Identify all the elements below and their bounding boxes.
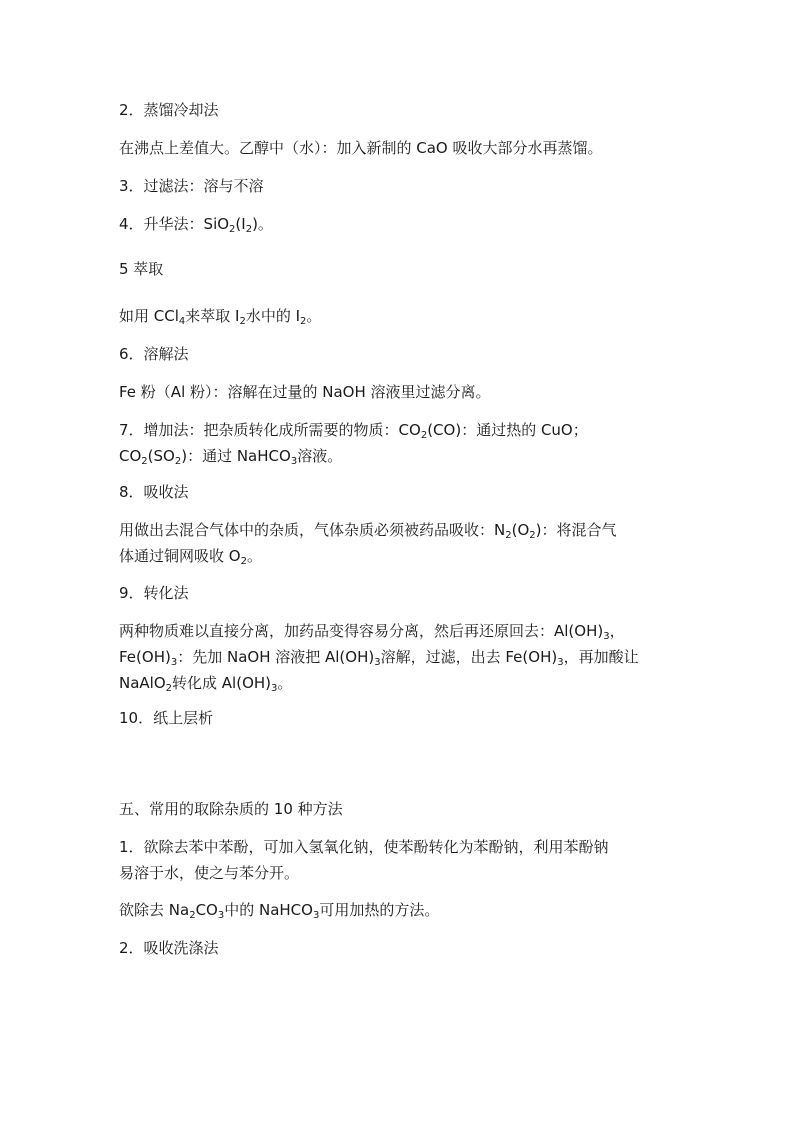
text-run: 9．转化法 xyxy=(119,584,189,602)
subscript: 3 xyxy=(374,657,381,668)
text-run: 两种物质难以直接分离，加药品变得容易分离，然后再还原回去：Al(OH) xyxy=(119,622,604,640)
paragraph xyxy=(119,580,679,606)
subscript: 2 xyxy=(240,556,247,567)
text-run: )：将混合气 xyxy=(535,521,617,539)
paragraph xyxy=(119,618,679,696)
text-run: 1．欲除去苯中苯酚，可加入氢氧化钠，使苯酚转化为苯酚钠，利用苯酚钠 xyxy=(119,838,609,856)
subscript: 3 xyxy=(557,657,564,668)
paragraph xyxy=(119,417,679,469)
text-run: 6．溶解法 xyxy=(119,345,189,363)
text-run: 溶解，过滤，出去 Fe(OH) xyxy=(380,648,558,666)
text-run: 4．升华法：SiO xyxy=(119,215,230,233)
text-run: Fe 粉（Al 粉）：溶解在过量的 NaOH 溶液里过滤分离。 xyxy=(119,383,491,401)
text-run: )。 xyxy=(252,215,273,233)
text-run: 10．纸上层析 xyxy=(119,709,214,727)
text-run: 可用加热的方法。 xyxy=(319,901,440,919)
text-run: 8．吸收法 xyxy=(119,483,189,501)
section-heading xyxy=(119,796,679,822)
text-run: 来萃取 I xyxy=(185,307,240,325)
subscript: 2 xyxy=(239,316,246,327)
subscript: 3 xyxy=(290,456,298,467)
paragraph xyxy=(119,897,679,923)
text-run: 2．蒸馏冷却法 xyxy=(119,101,219,119)
text-run: 在沸点上差值大。乙醇中（水）：加入新制的 CaO 吸收大部分水再蒸馏。 xyxy=(119,139,603,157)
subscript: 3 xyxy=(603,631,610,642)
text-run: CO xyxy=(195,901,218,919)
text-run: (I xyxy=(235,215,246,233)
paragraph xyxy=(119,173,679,199)
text-run: 。 xyxy=(306,307,322,325)
text-run: 。 xyxy=(246,547,262,565)
text-run: 。 xyxy=(277,674,293,692)
subscript: 2 xyxy=(420,430,428,441)
subscript: 2 xyxy=(300,316,307,327)
text-run: ， xyxy=(609,622,625,640)
text-run: 五、常用的取除杂质的 10 种方法 xyxy=(119,800,343,818)
text-run: 易溶于水，使之与苯分开。 xyxy=(119,864,300,882)
subscript: 2 xyxy=(165,683,173,694)
text-run: (O xyxy=(511,521,530,539)
paragraph xyxy=(119,379,679,405)
paragraph xyxy=(119,834,679,886)
paragraph xyxy=(119,517,679,569)
subscript: 2 xyxy=(141,456,148,467)
paragraph xyxy=(119,97,679,123)
subscript: 2 xyxy=(189,910,196,921)
subscript: 4 xyxy=(178,316,186,327)
paragraph xyxy=(119,479,679,505)
text-run: 5 萃取 xyxy=(119,260,164,278)
subscript: 2 xyxy=(174,456,182,467)
text-run: 如用 CCl xyxy=(119,307,179,325)
subscript: 3 xyxy=(312,910,320,921)
text-run: NaAlO xyxy=(119,674,166,692)
text-run: ，再加酸让 xyxy=(563,648,639,666)
paragraph xyxy=(119,303,679,329)
text-run: 欲除去 Na xyxy=(119,901,190,919)
paragraph xyxy=(119,256,679,282)
paragraph xyxy=(119,211,679,237)
text-run: 转化成 Al(OH) xyxy=(172,674,272,692)
text-run: ：先加 NaOH 溶液把 Al(OH) xyxy=(177,648,375,666)
text-run: 3．过滤法：溶与不溶 xyxy=(119,177,264,195)
text-run: 2．吸收洗涤法 xyxy=(119,939,219,957)
paragraph xyxy=(119,135,679,161)
paragraph xyxy=(119,705,679,731)
text-run: (SO xyxy=(147,447,175,465)
subscript: 2 xyxy=(529,530,536,541)
text-run: 溶液。 xyxy=(297,447,343,465)
text-run: CO xyxy=(119,447,142,465)
paragraph xyxy=(119,341,679,367)
text-run: )：通过 NaHCO xyxy=(181,447,291,465)
subscript: 2 xyxy=(229,224,236,235)
text-run: 中的 NaHCO xyxy=(224,901,313,919)
text-run: 用做出去混合气体中的杂质，气体杂质必须被药品吸收：N xyxy=(119,521,506,539)
text-run: 7．增加法：把杂质转化成所需要的物质：CO xyxy=(119,421,421,439)
subscript: 3 xyxy=(170,657,178,668)
subscript: 2 xyxy=(505,530,512,541)
text-run: 水中的 I xyxy=(245,307,301,325)
text-run: 体通过铜网吸收 O xyxy=(119,547,241,565)
text-run: (CO)：通过热的 CuO； xyxy=(427,421,588,439)
subscript: 2 xyxy=(245,224,253,235)
subscript: 3 xyxy=(271,683,278,694)
subscript: 3 xyxy=(217,910,225,921)
text-run: Fe(OH) xyxy=(119,648,171,666)
paragraph xyxy=(119,935,679,961)
